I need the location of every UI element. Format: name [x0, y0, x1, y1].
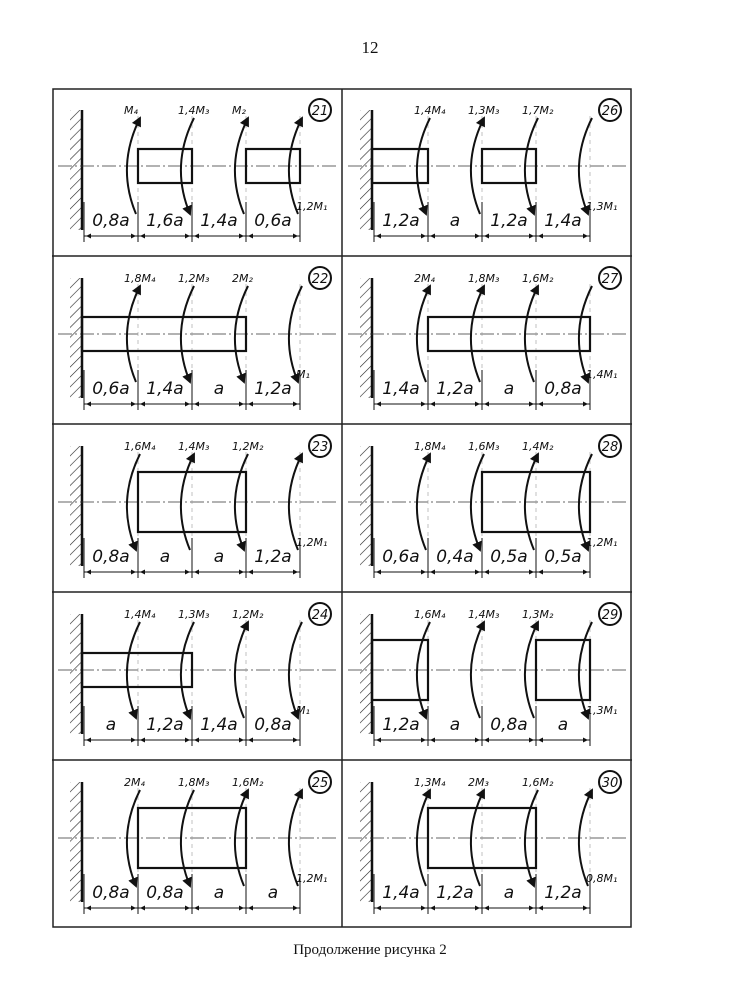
scheme-number: 25 [311, 776, 329, 791]
moment-label: 1,6M₃ [468, 440, 500, 453]
moment-label: 1,6M₄ [124, 440, 156, 453]
length-label: a [449, 211, 461, 231]
moment-label: 2M₃ [468, 776, 489, 789]
moment-label: 1,3M₃ [178, 608, 210, 621]
length-label: a [267, 883, 279, 903]
scheme-panel [52, 424, 342, 578]
scheme-panel [342, 256, 632, 410]
length-label: 1,2a [382, 211, 420, 231]
scheme-panel [58, 99, 336, 242]
length-label: 1,4a [382, 883, 420, 903]
wall-hatching [360, 782, 372, 902]
moment-label: M₁ [296, 368, 310, 381]
moment-label: 2M₄ [124, 776, 145, 789]
length-label: 0,4a [436, 547, 474, 567]
length-label: 0,5a [544, 547, 582, 567]
length-label: 0,8a [544, 379, 582, 399]
scheme-panel [348, 99, 626, 242]
length-label: 1,2a [254, 547, 292, 567]
length-label: 1,2a [544, 883, 582, 903]
length-label: 0,6a [254, 211, 292, 231]
length-label: 1,2a [146, 715, 184, 735]
scheme-panel [342, 760, 632, 914]
moment-label: 1,7M₂ [522, 104, 554, 117]
moment-label: 1,3M₄ [414, 776, 446, 789]
moment-label: 1,4M₂ [522, 440, 554, 453]
moment-label: 1,8M₄ [414, 440, 446, 453]
shaft-schemes-board [52, 88, 632, 928]
scheme-number: 30 [601, 776, 619, 791]
length-label: a [503, 883, 515, 903]
scheme-number: 23 [311, 440, 329, 455]
moment-label: 1,3M₂ [522, 608, 554, 621]
scheme-number: 29 [601, 608, 619, 623]
length-label: 1,4a [146, 379, 184, 399]
moment-label: 1,2M₂ [232, 440, 264, 453]
scheme-panel [52, 256, 342, 410]
scheme-number: 27 [601, 272, 619, 287]
length-label: a [213, 883, 225, 903]
scheme-panel [52, 592, 342, 746]
scheme-panel [52, 760, 342, 914]
length-label: a [159, 547, 171, 567]
wall-hatching [70, 782, 82, 902]
wall-hatching [360, 446, 372, 566]
length-label: 1,2a [436, 379, 474, 399]
wall-hatching [70, 110, 82, 230]
length-label: 0,8a [92, 883, 130, 903]
length-label: 0,8a [490, 715, 528, 735]
moment-label: 1,2M₁ [296, 536, 328, 549]
scheme-number: 28 [601, 440, 619, 455]
length-label: a [213, 379, 225, 399]
wall-hatching [70, 278, 82, 398]
length-label: 0,5a [490, 547, 528, 567]
length-label: a [503, 379, 515, 399]
page-number: 12 [361, 38, 379, 57]
moment-label: M₄ [124, 104, 138, 117]
moment-label: 0,8M₁ [586, 872, 618, 885]
length-label: 1,6a [146, 211, 184, 231]
moment-label: 1,4M₄ [414, 104, 446, 117]
moment-label: 1,6M₂ [232, 776, 264, 789]
scheme-number: 22 [311, 272, 329, 287]
wall-hatching [360, 278, 372, 398]
moment-label: 1,3M₁ [586, 704, 618, 717]
moment-label: 1,2M₁ [586, 536, 618, 549]
moment-label: 1,4M₃ [178, 440, 210, 453]
moment-label: 2M₄ [414, 272, 435, 285]
scheme-number: 24 [311, 608, 329, 623]
moment-label: 1,4M₄ [124, 608, 156, 621]
moment-label: 2M₂ [232, 272, 253, 285]
moment-label: 1,3M₁ [586, 200, 618, 213]
moment-label: 1,8M₃ [178, 776, 210, 789]
moment-label: 1,6M₂ [522, 776, 554, 789]
moment-label: 1,4M₁ [586, 368, 618, 381]
moment-label: 1,2M₃ [178, 272, 210, 285]
moment-label: 1,4M₃ [178, 104, 210, 117]
length-label: 1,2a [436, 883, 474, 903]
moment-label: 1,4M₃ [468, 608, 500, 621]
scheme-panel [342, 424, 632, 578]
moment-label: 1,3M₃ [468, 104, 500, 117]
length-label: 1,4a [382, 379, 420, 399]
length-label: 1,4a [200, 211, 238, 231]
length-label: 1,4a [544, 211, 582, 231]
scheme-number: 21 [311, 104, 329, 119]
length-label: a [213, 547, 225, 567]
length-label: a [105, 715, 117, 735]
moment-label: 1,8M₄ [124, 272, 156, 285]
wall-hatching [70, 446, 82, 566]
length-label: 0,8a [92, 211, 130, 231]
length-label: 0,6a [92, 379, 130, 399]
length-label: 1,2a [490, 211, 528, 231]
length-label: 1,4a [200, 715, 238, 735]
length-label: a [557, 715, 569, 735]
wall-hatching [70, 614, 82, 734]
figure-caption: Продолжение рисунка 2 [293, 942, 447, 958]
moment-label: M₁ [296, 704, 310, 717]
length-label: 0,8a [92, 547, 130, 567]
length-label: 0,8a [254, 715, 292, 735]
length-label: a [449, 715, 461, 735]
moment-label: 1,2M₁ [296, 872, 328, 885]
moment-label: 1,8M₃ [468, 272, 500, 285]
length-label: 1,2a [254, 379, 292, 399]
moment-label: 1,2M₂ [232, 608, 264, 621]
moment-label: M₂ [232, 104, 246, 117]
moment-label: 1,6M₂ [522, 272, 554, 285]
moment-label: 1,2M₁ [296, 200, 328, 213]
moment-label: 1,6M₄ [414, 608, 446, 621]
wall-hatching [360, 110, 372, 230]
scheme-number: 26 [601, 104, 619, 119]
length-label: 0,8a [146, 883, 184, 903]
wall-hatching [360, 614, 372, 734]
length-label: 0,6a [382, 547, 420, 567]
length-label: 1,2a [382, 715, 420, 735]
scheme-panel [342, 592, 632, 746]
